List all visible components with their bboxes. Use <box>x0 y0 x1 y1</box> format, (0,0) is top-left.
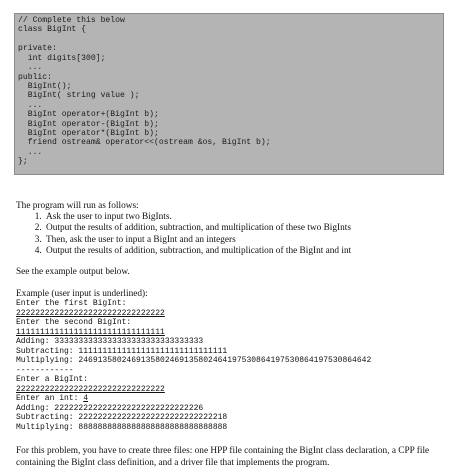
code-line: ... <box>18 63 43 73</box>
example-line-text: Subtracting: 1111111111111111111111111111111 <box>16 346 228 356</box>
example-output-line <box>16 404 371 414</box>
example-line-text: Adding: 2222222222222222222222222222226 <box>16 403 204 413</box>
example-output-line <box>16 299 371 309</box>
code-line: BigInt operator-(BigInt b); <box>18 119 159 129</box>
code-line: friend ostream& operator<<(ostream &os, BigInt b); <box>18 138 271 148</box>
code-line: BigInt operator*(BigInt b); <box>18 129 159 139</box>
example-output-line <box>16 347 371 357</box>
code-line: class BigInt { <box>18 25 86 35</box>
example-output-line <box>16 337 371 347</box>
example-line-text: Enter the first BigInt: <box>16 299 127 308</box>
example-user-input: 4 <box>83 394 89 403</box>
example-line-text: 2222222222222222222222222222222 <box>16 384 165 394</box>
step-item: 3. Then, ask the user to input a BigInt and an integers <box>44 235 474 246</box>
example-output-line <box>16 328 371 338</box>
example-output-line <box>16 356 371 366</box>
example-output-line <box>16 309 371 319</box>
example-output-line <box>16 385 371 395</box>
step-item: 2. Output the results of addition, subtraction, and multiplication of these two BigInts <box>44 223 474 234</box>
step-item: 1. Ask the user to input two BigInts. <box>44 212 474 223</box>
code-line: int digits[300]; <box>18 53 106 63</box>
closing-paragraph: For this problem, you have to create three files: one HPP file containing the BigInt class declaration, a CPP file containing the BigInt class definition, and a driver file that implements the program. <box>16 446 430 468</box>
code-snippet <box>18 16 443 167</box>
example-line-text: Enter a BigInt: <box>16 375 89 384</box>
example-output <box>16 299 371 432</box>
code-snippet-box <box>14 13 444 175</box>
example-output-line <box>16 413 371 423</box>
example-line-text: Subtracting: 2222222222222222222222222222218 <box>16 413 228 422</box>
example-output-line <box>16 394 371 404</box>
example-line-text: Multiplying: 8888888888888888888888888888888 <box>16 422 228 432</box>
code-line: BigInt( string value ); <box>18 91 140 101</box>
example-line-text: ------------ <box>16 365 74 375</box>
example-heading: Example (user input is underlined): <box>16 289 148 299</box>
example-line-text: Multiplying: 2469135802469135802469135802464197530864197530864197530864642 <box>16 356 372 365</box>
example-line-text: 1111111111111111111111111111111 <box>16 327 165 337</box>
code-line: // Complete this below <box>18 16 125 25</box>
example-output-line <box>16 375 371 385</box>
code-line: ... <box>18 100 43 110</box>
example-line-text: Enter an int: <box>16 394 84 403</box>
example-output-line <box>16 423 371 433</box>
code-line <box>18 35 443 44</box>
step-item: 4. Output the results of addition, subtraction, and multiplication of the BigInt and int <box>44 246 474 257</box>
code-line: private: <box>18 44 57 54</box>
intro-text: The program will run as follows: <box>16 201 139 211</box>
steps-list <box>16 212 474 257</box>
see-example-text: See the example output below. <box>16 267 130 277</box>
code-line: ... <box>18 147 43 157</box>
example-line-text: Adding: 3333333333333333333333333333333 <box>16 337 204 346</box>
code-line: }; <box>18 157 28 167</box>
code-line: BigInt(); <box>18 81 72 91</box>
code-line: public: <box>18 72 52 82</box>
code-line: BigInt operator+(BigInt b); <box>18 110 159 120</box>
example-line-text: 2222222222222222222222222222222 <box>16 308 165 318</box>
example-output-line <box>16 366 371 376</box>
example-output-line <box>16 318 371 328</box>
example-line-text: Enter the second BigInt: <box>16 318 132 327</box>
